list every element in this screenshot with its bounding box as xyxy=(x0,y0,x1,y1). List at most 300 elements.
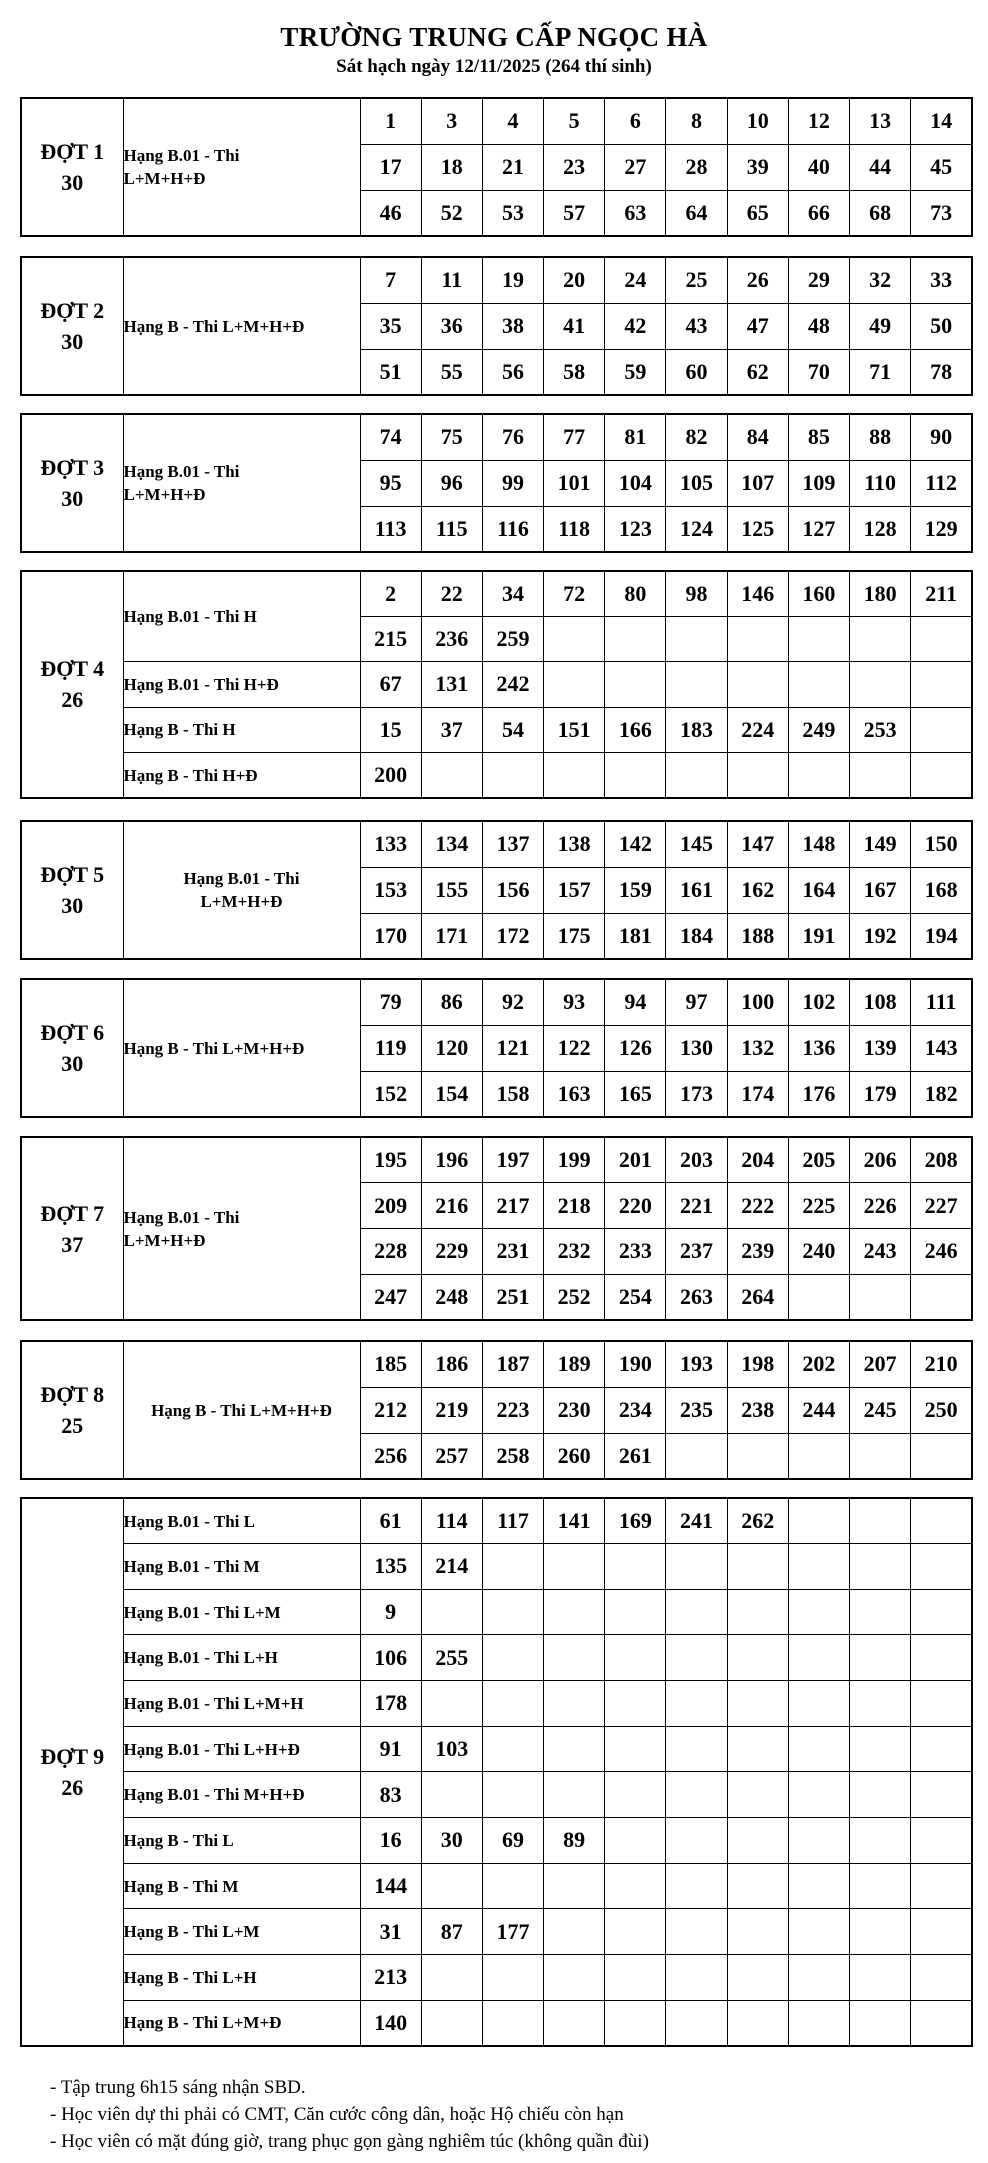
dot-cell xyxy=(21,1498,123,2046)
candidate-number-cell: 227 xyxy=(911,1183,972,1229)
candidate-number-cell: 173 xyxy=(666,1071,727,1117)
candidate-number-cell: 41 xyxy=(544,303,605,349)
candidate-number-cell: 194 xyxy=(911,913,972,959)
candidate-number-cell xyxy=(605,1544,666,1590)
candidate-number-cell: 220 xyxy=(605,1183,666,1229)
dot-table-7 xyxy=(20,1136,973,1321)
candidate-number-cell: 169 xyxy=(605,1498,666,1544)
candidate-number-cell: 120 xyxy=(421,1025,482,1071)
candidate-number-cell: 117 xyxy=(482,1498,543,1544)
candidate-number-cell: 151 xyxy=(544,707,605,752)
candidate-number-cell: 46 xyxy=(360,190,421,236)
candidate-number-cell: 87 xyxy=(421,1909,482,1955)
candidate-number-cell: 23 xyxy=(544,144,605,190)
candidate-number-cell: 111 xyxy=(911,979,972,1025)
candidate-number-cell: 207 xyxy=(850,1341,911,1387)
candidate-number-cell: 56 xyxy=(482,349,543,395)
candidate-number-cell xyxy=(544,662,605,707)
candidate-number-cell: 150 xyxy=(911,821,972,867)
candidate-number-cell: 26 xyxy=(727,257,788,303)
candidate-number-cell xyxy=(850,662,911,707)
candidate-number-cell xyxy=(605,1818,666,1864)
candidate-number-cell: 112 xyxy=(911,460,972,506)
candidate-number-cell: 52 xyxy=(421,190,482,236)
candidate-number-cell: 199 xyxy=(544,1137,605,1183)
candidate-number-cell: 11 xyxy=(421,257,482,303)
candidate-number-cell: 1 xyxy=(360,98,421,144)
candidate-number-cell: 256 xyxy=(360,1433,421,1479)
candidate-number-cell xyxy=(605,662,666,707)
note-line: - Học viên dự thi phải có CMT, Căn cước công dân, hoặc Hộ chiếu còn hạn xyxy=(50,2104,624,2125)
candidate-number-cell xyxy=(850,1955,911,2001)
table-row xyxy=(21,1137,972,1183)
dot-label: ĐỢT 7 xyxy=(40,1200,105,1226)
dot-label: ĐỢT 9 xyxy=(40,1743,105,1769)
candidate-number-cell: 2 xyxy=(360,571,421,616)
candidate-number-cell: 79 xyxy=(360,979,421,1025)
candidate-number-cell: 214 xyxy=(421,1544,482,1590)
candidate-number-cell xyxy=(911,1274,972,1320)
candidate-number-cell xyxy=(605,1681,666,1727)
candidate-number-cell: 35 xyxy=(360,303,421,349)
candidate-number-cell: 118 xyxy=(544,506,605,552)
candidate-number-cell: 168 xyxy=(911,867,972,913)
table-row xyxy=(21,1726,972,1772)
candidate-number-cell xyxy=(421,2000,482,2046)
candidate-number-cell: 204 xyxy=(727,1137,788,1183)
candidate-number-cell xyxy=(788,662,849,707)
candidate-number-cell: 201 xyxy=(605,1137,666,1183)
candidate-number-cell xyxy=(788,1274,849,1320)
dot-label: ĐỢT 5 xyxy=(40,862,105,887)
candidate-number-cell: 76 xyxy=(482,414,543,460)
category-label: Hạng B.01 - Thi L xyxy=(123,1498,360,1544)
candidate-number-cell: 149 xyxy=(850,821,911,867)
candidate-number-cell: 236 xyxy=(421,616,482,661)
candidate-number-cell xyxy=(727,1955,788,2001)
candidate-number-cell: 107 xyxy=(727,460,788,506)
candidate-number-cell: 147 xyxy=(727,821,788,867)
candidate-number-cell: 145 xyxy=(666,821,727,867)
candidate-number-cell xyxy=(788,2000,849,2046)
candidate-number-cell xyxy=(911,1681,972,1727)
candidate-number-cell: 57 xyxy=(544,190,605,236)
candidate-number-cell xyxy=(605,1863,666,1909)
dot-cell xyxy=(21,821,123,959)
category-label: Hạng B - Thi H xyxy=(123,707,360,752)
candidate-number-cell: 45 xyxy=(911,144,972,190)
candidate-number-cell: 152 xyxy=(360,1071,421,1117)
candidate-number-cell: 142 xyxy=(605,821,666,867)
candidate-number-cell: 205 xyxy=(788,1137,849,1183)
candidate-number-cell xyxy=(788,1909,849,1955)
table-row xyxy=(21,707,972,752)
candidate-number-cell: 132 xyxy=(727,1025,788,1071)
candidate-number-cell: 215 xyxy=(360,616,421,661)
candidate-number-cell: 38 xyxy=(482,303,543,349)
candidate-number-cell xyxy=(666,753,727,798)
candidate-number-cell xyxy=(544,1909,605,1955)
candidate-number-cell xyxy=(911,1863,972,1909)
table-row xyxy=(21,1589,972,1635)
candidate-number-cell xyxy=(727,1909,788,1955)
candidate-number-cell: 55 xyxy=(421,349,482,395)
candidate-number-cell: 262 xyxy=(727,1498,788,1544)
candidate-number-cell: 85 xyxy=(788,414,849,460)
candidate-number-cell xyxy=(727,1772,788,1818)
candidate-number-cell xyxy=(911,1544,972,1590)
candidate-number-cell xyxy=(666,1726,727,1772)
candidate-number-cell xyxy=(666,1955,727,2001)
candidate-number-cell xyxy=(911,1433,972,1479)
candidate-number-cell: 5 xyxy=(544,98,605,144)
candidate-number-cell xyxy=(911,1818,972,1864)
candidate-number-cell: 15 xyxy=(360,707,421,752)
candidate-number-cell xyxy=(482,2000,543,2046)
category-label: Hạng B.01 - Thi L+H xyxy=(123,1635,360,1681)
candidate-number-cell xyxy=(421,1681,482,1727)
table-row xyxy=(21,979,972,1025)
candidate-number-cell: 153 xyxy=(360,867,421,913)
dot-table-3 xyxy=(20,413,973,553)
candidate-number-cell xyxy=(788,1589,849,1635)
candidate-number-cell: 179 xyxy=(850,1071,911,1117)
candidate-number-cell xyxy=(788,1955,849,2001)
candidate-number-cell: 167 xyxy=(850,867,911,913)
candidate-number-cell xyxy=(482,1863,543,1909)
candidate-number-cell: 163 xyxy=(544,1071,605,1117)
candidate-number-cell: 50 xyxy=(911,303,972,349)
candidate-number-cell: 20 xyxy=(544,257,605,303)
candidate-number-cell: 253 xyxy=(850,707,911,752)
candidate-number-cell xyxy=(605,1955,666,2001)
candidate-number-cell: 51 xyxy=(360,349,421,395)
candidate-number-cell: 29 xyxy=(788,257,849,303)
candidate-number-cell xyxy=(482,1681,543,1727)
candidate-number-cell xyxy=(788,1818,849,1864)
candidate-number-cell: 224 xyxy=(727,707,788,752)
candidate-number-cell: 198 xyxy=(727,1341,788,1387)
dot-cell xyxy=(21,1341,123,1479)
note-line: - Học viên có mặt đúng giờ, trang phục gọn gàng nghiêm túc (không quần đùi) xyxy=(50,2131,649,2152)
candidate-number-cell: 183 xyxy=(666,707,727,752)
dot-table-2 xyxy=(20,256,973,396)
dot-count: 37 xyxy=(61,1231,84,1257)
candidate-number-cell: 143 xyxy=(911,1025,972,1071)
candidate-number-cell: 68 xyxy=(850,190,911,236)
candidate-number-cell: 134 xyxy=(421,821,482,867)
candidate-number-cell: 237 xyxy=(666,1229,727,1275)
candidate-number-cell xyxy=(605,1726,666,1772)
candidate-number-cell xyxy=(666,2000,727,2046)
candidate-number-cell: 139 xyxy=(850,1025,911,1071)
candidate-number-cell: 170 xyxy=(360,913,421,959)
candidate-number-cell xyxy=(666,1772,727,1818)
candidate-number-cell xyxy=(544,1544,605,1590)
candidate-number-cell: 250 xyxy=(911,1387,972,1433)
candidate-number-cell: 251 xyxy=(482,1274,543,1320)
candidate-number-cell: 208 xyxy=(911,1137,972,1183)
candidate-number-cell: 109 xyxy=(788,460,849,506)
candidate-number-cell xyxy=(605,1589,666,1635)
candidate-number-cell: 135 xyxy=(360,1544,421,1590)
candidate-number-cell: 245 xyxy=(850,1387,911,1433)
candidate-number-cell: 162 xyxy=(727,867,788,913)
table-row xyxy=(21,1863,972,1909)
candidate-number-cell xyxy=(911,753,972,798)
candidate-number-cell xyxy=(788,1498,849,1544)
candidate-number-cell: 7 xyxy=(360,257,421,303)
candidate-number-cell xyxy=(605,1635,666,1681)
candidate-number-cell: 74 xyxy=(360,414,421,460)
candidate-number-cell: 10 xyxy=(727,98,788,144)
candidate-number-cell: 177 xyxy=(482,1909,543,1955)
candidate-number-cell: 53 xyxy=(482,190,543,236)
candidate-number-cell: 93 xyxy=(544,979,605,1025)
dot-label: ĐỢT 4 xyxy=(40,656,105,682)
candidate-number-cell: 137 xyxy=(482,821,543,867)
notes-section xyxy=(50,2074,649,2155)
candidate-number-cell xyxy=(727,1635,788,1681)
candidate-number-cell xyxy=(788,1863,849,1909)
candidate-number-cell xyxy=(544,1726,605,1772)
candidate-number-cell: 239 xyxy=(727,1229,788,1275)
candidate-number-cell xyxy=(666,1909,727,1955)
candidate-number-cell: 75 xyxy=(421,414,482,460)
candidate-number-cell xyxy=(788,1433,849,1479)
table-row xyxy=(21,1635,972,1681)
table-row xyxy=(21,98,972,144)
candidate-number-cell xyxy=(911,1955,972,2001)
candidate-number-cell: 166 xyxy=(605,707,666,752)
candidate-number-cell: 235 xyxy=(666,1387,727,1433)
category-label: Hạng B.01 - Thi H xyxy=(123,571,360,662)
candidate-number-cell xyxy=(666,1635,727,1681)
category-label: Hạng B.01 - Thi L+M+H+Đ xyxy=(123,1137,360,1320)
candidate-number-cell xyxy=(850,1274,911,1320)
candidate-number-cell: 171 xyxy=(421,913,482,959)
category-label: Hạng B.01 - Thi M xyxy=(123,1544,360,1590)
candidate-number-cell: 12 xyxy=(788,98,849,144)
table-row xyxy=(21,571,972,616)
candidate-number-cell: 187 xyxy=(482,1341,543,1387)
candidate-number-cell: 193 xyxy=(666,1341,727,1387)
candidate-number-cell xyxy=(482,1635,543,1681)
candidate-number-cell xyxy=(727,1726,788,1772)
candidate-number-cell: 200 xyxy=(360,753,421,798)
candidate-number-cell xyxy=(850,1589,911,1635)
candidate-number-cell xyxy=(727,1544,788,1590)
candidate-number-cell: 238 xyxy=(727,1387,788,1433)
candidate-number-cell: 255 xyxy=(421,1635,482,1681)
candidate-number-cell: 216 xyxy=(421,1183,482,1229)
category-label: Hạng B - Thi L+M+H+Đ xyxy=(123,1341,360,1479)
candidate-number-cell xyxy=(850,1544,911,1590)
candidate-number-cell: 22 xyxy=(421,571,482,616)
candidate-number-cell xyxy=(666,662,727,707)
candidate-number-cell: 223 xyxy=(482,1387,543,1433)
candidate-number-cell: 49 xyxy=(850,303,911,349)
candidate-number-cell: 191 xyxy=(788,913,849,959)
candidate-number-cell: 73 xyxy=(911,190,972,236)
candidate-number-cell xyxy=(788,753,849,798)
candidate-number-cell: 165 xyxy=(605,1071,666,1117)
candidate-number-cell: 82 xyxy=(666,414,727,460)
candidate-number-cell: 195 xyxy=(360,1137,421,1183)
candidate-number-cell xyxy=(544,1955,605,2001)
candidate-number-cell: 13 xyxy=(850,98,911,144)
candidate-number-cell: 101 xyxy=(544,460,605,506)
candidate-number-cell: 114 xyxy=(421,1498,482,1544)
candidate-number-cell: 40 xyxy=(788,144,849,190)
candidate-number-cell: 264 xyxy=(727,1274,788,1320)
candidate-number-cell: 211 xyxy=(911,571,972,616)
candidate-number-cell xyxy=(788,1772,849,1818)
candidate-number-cell: 126 xyxy=(605,1025,666,1071)
candidate-number-cell: 17 xyxy=(360,144,421,190)
candidate-number-cell xyxy=(544,1589,605,1635)
candidate-number-cell: 158 xyxy=(482,1071,543,1117)
candidate-number-cell xyxy=(727,1433,788,1479)
candidate-number-cell: 32 xyxy=(850,257,911,303)
candidate-number-cell xyxy=(605,616,666,661)
category-label: Hạng B - Thi H+Đ xyxy=(123,753,360,798)
dot-count: 26 xyxy=(61,1774,84,1800)
candidate-number-cell xyxy=(666,1681,727,1727)
candidate-number-cell xyxy=(544,753,605,798)
dot-count: 26 xyxy=(61,687,84,713)
table-row xyxy=(21,753,972,798)
candidate-number-cell: 230 xyxy=(544,1387,605,1433)
candidate-number-cell: 80 xyxy=(605,571,666,616)
candidate-number-cell xyxy=(727,1863,788,1909)
dot-count: 30 xyxy=(61,1051,84,1076)
candidate-number-cell: 185 xyxy=(360,1341,421,1387)
table-row xyxy=(21,257,972,303)
candidate-number-cell: 104 xyxy=(605,460,666,506)
candidate-number-cell: 97 xyxy=(666,979,727,1025)
candidate-number-cell: 61 xyxy=(360,1498,421,1544)
candidate-number-cell: 231 xyxy=(482,1229,543,1275)
candidate-number-cell xyxy=(850,1635,911,1681)
candidate-number-cell: 136 xyxy=(788,1025,849,1071)
candidate-number-cell: 89 xyxy=(544,1818,605,1864)
candidate-number-cell: 233 xyxy=(605,1229,666,1275)
candidate-number-cell xyxy=(482,1772,543,1818)
dot-table-6 xyxy=(20,978,973,1118)
candidate-number-cell xyxy=(605,2000,666,2046)
dot-count: 30 xyxy=(61,329,84,354)
candidate-number-cell xyxy=(666,1863,727,1909)
candidate-number-cell xyxy=(605,753,666,798)
candidate-number-cell xyxy=(911,1726,972,1772)
candidate-number-cell: 43 xyxy=(666,303,727,349)
candidate-number-cell xyxy=(911,1498,972,1544)
candidate-number-cell: 95 xyxy=(360,460,421,506)
candidate-number-cell: 259 xyxy=(482,616,543,661)
candidate-number-cell: 69 xyxy=(482,1818,543,1864)
candidate-number-cell: 54 xyxy=(482,707,543,752)
candidate-number-cell: 16 xyxy=(360,1818,421,1864)
category-label: Hạng B.01 - Thi L+M+H+Đ xyxy=(123,821,360,959)
candidate-number-cell: 226 xyxy=(850,1183,911,1229)
candidate-number-cell: 60 xyxy=(666,349,727,395)
candidate-number-cell: 232 xyxy=(544,1229,605,1275)
candidate-number-cell xyxy=(911,662,972,707)
candidate-number-cell: 234 xyxy=(605,1387,666,1433)
candidate-number-cell: 203 xyxy=(666,1137,727,1183)
candidate-number-cell: 181 xyxy=(605,913,666,959)
candidate-number-cell: 123 xyxy=(605,506,666,552)
candidate-number-cell: 184 xyxy=(666,913,727,959)
candidate-number-cell: 180 xyxy=(850,571,911,616)
candidate-number-cell: 108 xyxy=(850,979,911,1025)
candidate-number-cell: 125 xyxy=(727,506,788,552)
candidate-number-cell: 27 xyxy=(605,144,666,190)
candidate-number-cell: 174 xyxy=(727,1071,788,1117)
dot-table-1 xyxy=(20,97,973,237)
candidate-number-cell: 67 xyxy=(360,662,421,707)
candidate-number-cell: 84 xyxy=(727,414,788,460)
candidate-number-cell: 248 xyxy=(421,1274,482,1320)
dot-table-5 xyxy=(20,820,973,960)
dot-label: ĐỢT 6 xyxy=(40,1020,105,1045)
page-title: TRƯỜNG TRUNG CẤP NGỌC HÀ xyxy=(280,22,708,52)
candidate-number-cell: 218 xyxy=(544,1183,605,1229)
dot-cell xyxy=(21,257,123,395)
candidate-number-cell: 110 xyxy=(850,460,911,506)
candidate-number-cell: 243 xyxy=(850,1229,911,1275)
candidate-number-cell: 192 xyxy=(850,913,911,959)
candidate-number-cell: 102 xyxy=(788,979,849,1025)
candidate-number-cell: 103 xyxy=(421,1726,482,1772)
candidate-number-cell: 189 xyxy=(544,1341,605,1387)
candidate-number-cell: 121 xyxy=(482,1025,543,1071)
category-label: Hạng B - Thi L+M+H+Đ xyxy=(123,979,360,1117)
category-label: Hạng B.01 - Thi L+M+H+Đ xyxy=(123,98,360,236)
candidate-number-cell: 24 xyxy=(605,257,666,303)
candidate-number-cell: 249 xyxy=(788,707,849,752)
candidate-number-cell: 14 xyxy=(911,98,972,144)
candidate-number-cell: 261 xyxy=(605,1433,666,1479)
candidate-number-cell xyxy=(482,1726,543,1772)
candidate-number-cell xyxy=(911,1635,972,1681)
candidate-number-cell: 178 xyxy=(360,1681,421,1727)
candidate-number-cell: 8 xyxy=(666,98,727,144)
candidate-number-cell: 202 xyxy=(788,1341,849,1387)
candidate-number-cell: 25 xyxy=(666,257,727,303)
table-row xyxy=(21,1772,972,1818)
candidate-number-cell: 9 xyxy=(360,1589,421,1635)
candidate-number-cell: 98 xyxy=(666,571,727,616)
dot-table-4 xyxy=(20,570,973,799)
candidate-number-cell: 222 xyxy=(727,1183,788,1229)
candidate-number-cell xyxy=(421,1589,482,1635)
candidate-number-cell: 210 xyxy=(911,1341,972,1387)
candidate-number-cell xyxy=(727,1589,788,1635)
candidate-number-cell xyxy=(911,1772,972,1818)
candidate-number-cell: 258 xyxy=(482,1433,543,1479)
category-label: Hạng B.01 - Thi M+H+Đ xyxy=(123,1772,360,1818)
candidate-number-cell: 148 xyxy=(788,821,849,867)
candidate-number-cell: 246 xyxy=(911,1229,972,1275)
candidate-number-cell: 63 xyxy=(605,190,666,236)
candidate-number-cell: 241 xyxy=(666,1498,727,1544)
candidate-number-cell xyxy=(911,2000,972,2046)
candidate-number-cell: 225 xyxy=(788,1183,849,1229)
category-label: Hạng B.01 - Thi H+Đ xyxy=(123,662,360,707)
dot-count: 30 xyxy=(61,170,84,195)
